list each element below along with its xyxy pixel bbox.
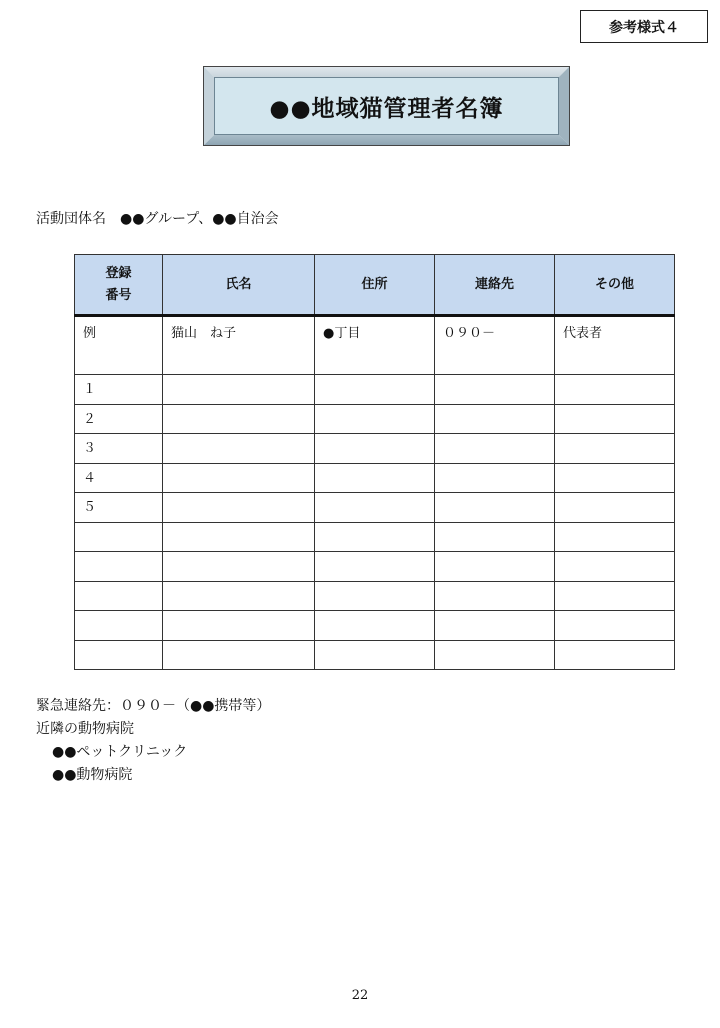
table-cell [315, 434, 435, 464]
table-cell [163, 552, 315, 582]
table-cell [555, 611, 675, 641]
table-cell [163, 404, 315, 434]
table-cell [435, 434, 555, 464]
table-cell [555, 375, 675, 405]
table-row [75, 463, 675, 493]
table-cell [163, 640, 315, 670]
title-bevel-bottom [204, 135, 569, 145]
table-cell [555, 522, 675, 552]
group-name-line [36, 208, 279, 228]
table-cell [435, 552, 555, 582]
header-registration-number-line: 番号 [105, 287, 132, 303]
table-cell [555, 581, 675, 611]
table-cell [315, 640, 435, 670]
example-row [75, 316, 675, 375]
table-cell [435, 404, 555, 434]
table-cell [315, 493, 435, 523]
table-cell [435, 611, 555, 641]
example-number-cell: 例 [75, 316, 163, 375]
table-cell [435, 463, 555, 493]
table-cell [163, 463, 315, 493]
form-number-tag: 参考様式４ [580, 10, 708, 43]
table-cell [315, 552, 435, 582]
notes-section [36, 695, 270, 787]
example-other-cell: 代表者 [555, 316, 675, 375]
table-cell [555, 463, 675, 493]
table-row [75, 493, 675, 523]
table-cell [435, 640, 555, 670]
table-cell [315, 404, 435, 434]
table-cell [315, 611, 435, 641]
hospital-heading: 近隣の動物病院 [36, 721, 134, 737]
table-row [75, 552, 675, 582]
table-row [75, 522, 675, 552]
table-cell [555, 552, 675, 582]
group-name-label: 活動団体名 [36, 211, 106, 227]
header-name: 氏名 [163, 255, 315, 316]
table-cell [315, 581, 435, 611]
table-row [75, 581, 675, 611]
hospital-item: ●●ペットクリニック [52, 744, 188, 760]
table-cell [163, 522, 315, 552]
table-row [75, 611, 675, 641]
emergency-contact: 緊急連絡先：０９０－（●●携帯等） [36, 698, 271, 714]
header-registration-number [75, 255, 163, 316]
table-cell [435, 375, 555, 405]
example-name-cell: 猫山 ね子 [163, 316, 315, 375]
table-row [75, 404, 675, 434]
table-cell [555, 404, 675, 434]
title-box [203, 66, 570, 146]
title-bevel-top [204, 67, 569, 77]
header-contact: 連絡先 [435, 255, 555, 316]
table-cell [435, 493, 555, 523]
table-cell [163, 581, 315, 611]
group-name-value: ●●グループ、●●自治会 [120, 211, 279, 227]
row-number-cell: ３ [75, 434, 163, 464]
table-cell [435, 581, 555, 611]
row-number-cell [75, 581, 163, 611]
header-other: その他 [555, 255, 675, 316]
header-registration-number-line: 登録 [105, 265, 132, 281]
table-header-row [75, 255, 675, 316]
table-cell [163, 611, 315, 641]
manager-register-table [74, 254, 675, 670]
row-number-cell [75, 611, 163, 641]
row-number-cell [75, 522, 163, 552]
table-row [75, 434, 675, 464]
table-row [75, 640, 675, 670]
row-number-cell: ４ [75, 463, 163, 493]
table-cell [315, 463, 435, 493]
table-cell [163, 375, 315, 405]
page-number: 22 [351, 988, 369, 1003]
header-address: 住所 [315, 255, 435, 316]
row-number-cell [75, 640, 163, 670]
hospital-item: ●●動物病院 [52, 767, 133, 783]
table-row [75, 375, 675, 405]
row-number-cell: １ [75, 375, 163, 405]
table-cell [555, 434, 675, 464]
table-cell [315, 522, 435, 552]
row-number-cell: ２ [75, 404, 163, 434]
row-number-cell [75, 552, 163, 582]
table-cell [435, 522, 555, 552]
table-cell [315, 375, 435, 405]
title-bevel-left [204, 67, 214, 145]
table-cell [555, 493, 675, 523]
table-cell [163, 493, 315, 523]
table-cell [555, 640, 675, 670]
example-address-cell: ●丁目 [315, 316, 435, 375]
row-number-cell: ５ [75, 493, 163, 523]
document-title: ●●地域猫管理者名簿 [214, 77, 559, 135]
example-contact-cell: ０９０－ [435, 316, 555, 375]
title-bevel-right [559, 67, 569, 145]
table-cell [163, 434, 315, 464]
